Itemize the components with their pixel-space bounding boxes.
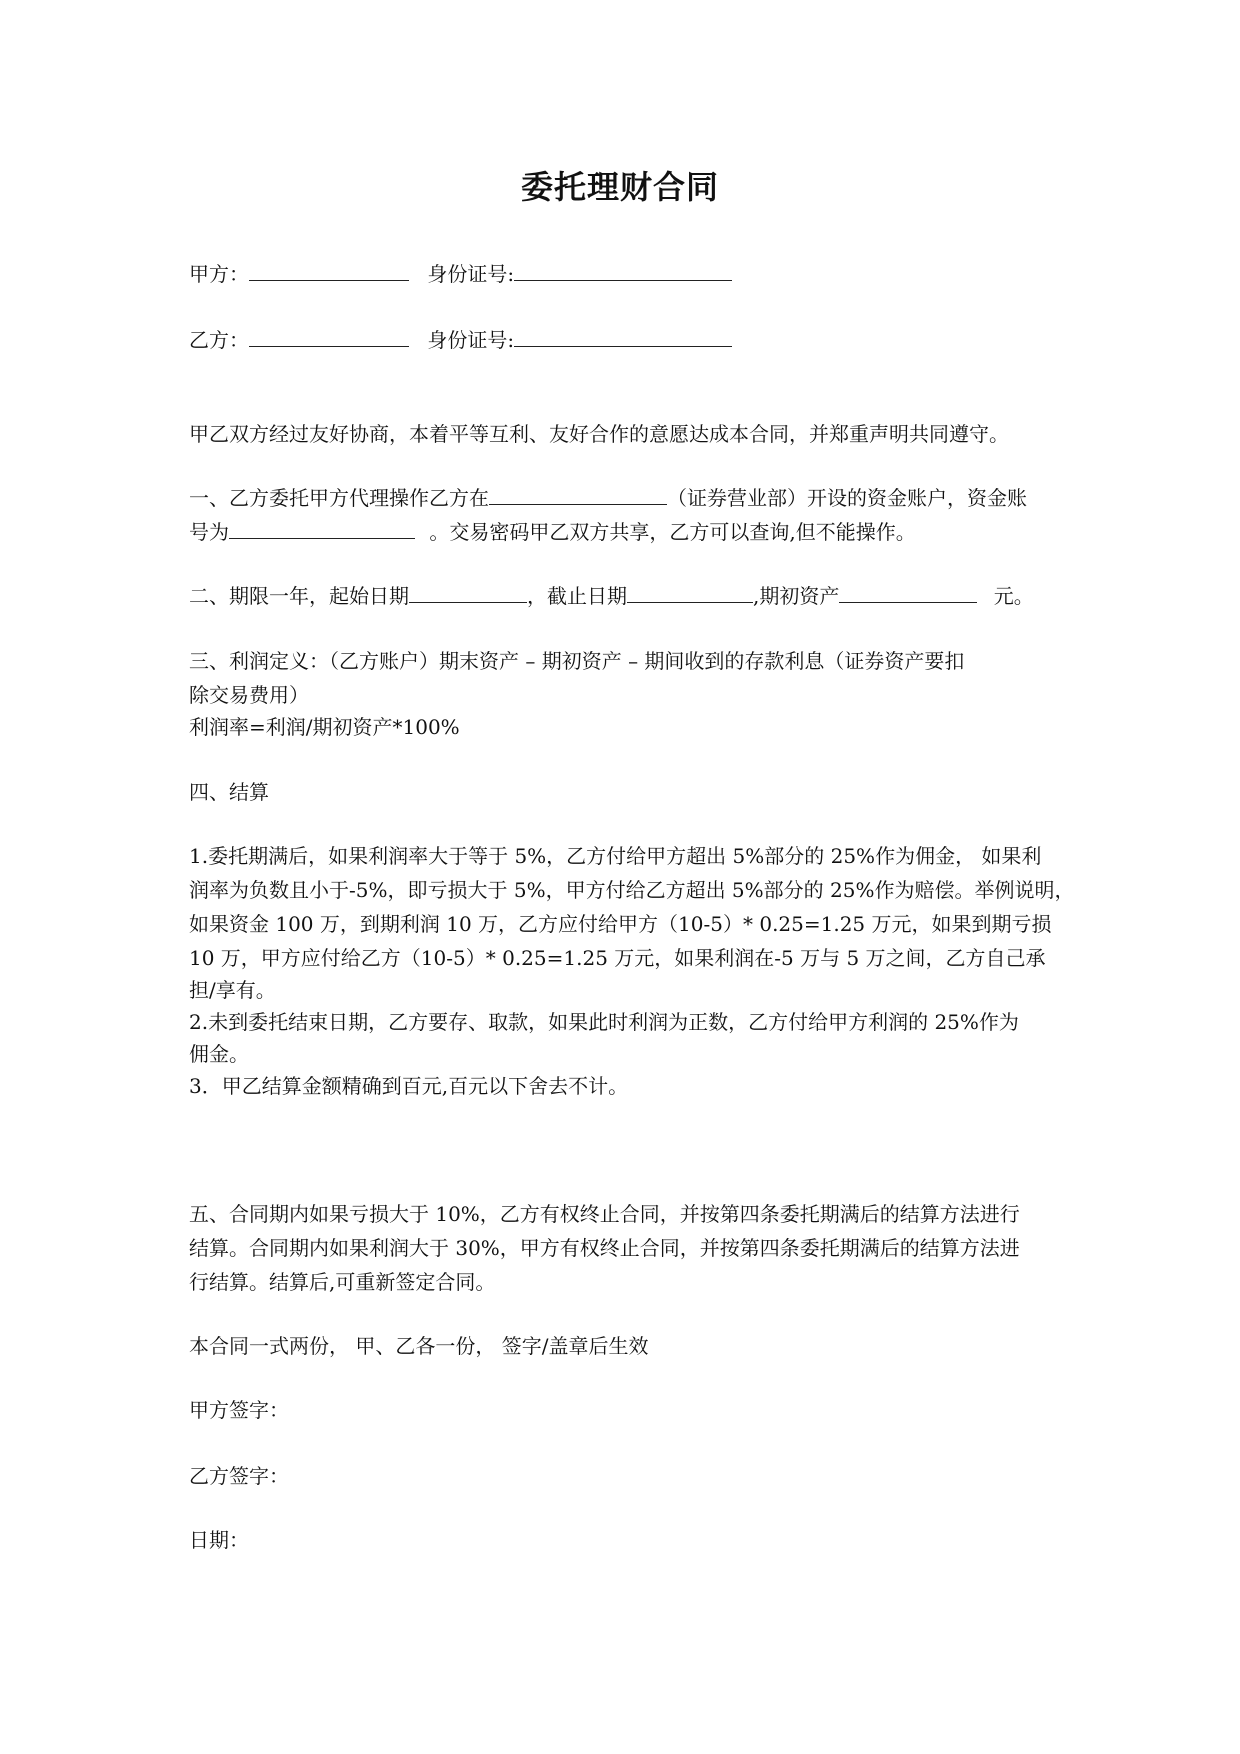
clause-4-line-2: 润率为负数且小于-5%，即亏损大于 5%，甲方付给乙方超出 5%部分的 25%作为赔偿。举例说明，: [189, 878, 1075, 902]
party-a-id-label: 身份证号:: [427, 262, 515, 286]
party-a-name-blank[interactable]: [249, 258, 409, 281]
clause-4-line-6: 2.未到委托结束日期，乙方要存、取款，如果此时利润为正数，乙方付给甲方利润的 25%作为: [189, 1010, 1019, 1034]
party-b-id-blank[interactable]: [514, 324, 732, 347]
initial-assets-blank[interactable]: [839, 580, 977, 603]
clause-2-line: [189, 578, 1069, 614]
party-b-signature-label: 乙方签字：: [189, 1464, 289, 1488]
start-date-blank[interactable]: [409, 580, 527, 603]
clause-4-line-3: 如果资金 100 万，到期利润 10 万，乙方应付给甲方（10-5）* 0.25=1.25 万元，如果到期亏损: [189, 912, 1052, 936]
clause-1-text-a: 一、乙方委托甲方代理操作乙方在: [189, 486, 489, 510]
clause-5-line-3: 行结算。结算后,可重新签定合同。: [189, 1270, 496, 1294]
clause-3-line-2: 除交易费用）: [189, 683, 309, 707]
intro-paragraph: 甲乙双方经过友好协商，本着平等互利、友好合作的意愿达成本合同，并郑重声明共同遵守。: [189, 422, 1009, 446]
clause-1-line-1: [189, 480, 1069, 516]
clause-2-text-a: 二、期限一年，起始日期: [189, 584, 409, 608]
clause-2-text-b: ，截止日期: [527, 584, 627, 608]
party-b-row: [189, 322, 1069, 358]
clause-2-text-c: ,期初资产: [753, 584, 840, 608]
clause-1-line-2: [189, 514, 1069, 550]
clause-4-heading: 四、结算: [189, 780, 269, 804]
clause-2-text-d: 元。: [993, 584, 1034, 608]
party-a-id-blank[interactable]: [514, 258, 732, 281]
party-b-id-label: 身份证号:: [427, 328, 515, 352]
clause-4-line-7: 佣金。: [189, 1042, 249, 1066]
copies-statement: 本合同一式两份， 甲、乙各一份， 签字/盖章后生效: [189, 1334, 649, 1358]
clause-5-line-2: 结算。合同期内如果利润大于 30%，甲方有权终止合同，并按第四条委托期满后的结算方法进: [189, 1236, 1020, 1260]
page-title: 委托理财合同: [520, 168, 719, 206]
party-a-label: 甲方：: [189, 262, 249, 286]
party-b-label: 乙方：: [189, 328, 249, 352]
clause-4-line-8: 3．甲乙结算金额精确到百元,百元以下舍去不计。: [189, 1074, 629, 1098]
party-a-row: [189, 256, 1069, 292]
end-date-blank[interactable]: [627, 580, 753, 603]
account-number-blank[interactable]: [229, 516, 415, 539]
clause-3-line-3: 利润率=利润/期初资产*100%: [189, 715, 460, 739]
clause-1-text-d: 。交易密码甲乙双方共享，乙方可以查询,但不能操作。: [429, 520, 916, 544]
party-a-signature-label: 甲方签字：: [189, 1398, 289, 1422]
clause-4-line-1: 1.委托期满后，如果利润率大于等于 5%，乙方付给甲方超出 5%部分的 25%作为佣金， 如果利: [189, 844, 1042, 868]
clause-4-line-4: 10 万，甲方应付给乙方（10-5）* 0.25=1.25 万元，如果利润在-5 万与 5 万之间，乙方自己承: [189, 946, 1046, 970]
clause-5-line-1: 五、合同期内如果亏损大于 10%，乙方有权终止合同，并按第四条委托期满后的结算方法进行: [189, 1202, 1020, 1226]
party-b-name-blank[interactable]: [249, 324, 409, 347]
clause-1-text-b: （证券营业部）开设的资金账户，资金账: [667, 486, 1027, 510]
date-label: 日期：: [189, 1528, 249, 1552]
securities-office-blank[interactable]: [489, 482, 667, 505]
clause-1-text-c: 号为: [189, 520, 229, 544]
clause-4-line-5: 担/享有。: [189, 978, 276, 1002]
clause-3-line-1: 三、利润定义：（乙方账户）期末资产 – 期初资产 – 期间收到的存款利息（证券资产要扣: [189, 649, 965, 673]
